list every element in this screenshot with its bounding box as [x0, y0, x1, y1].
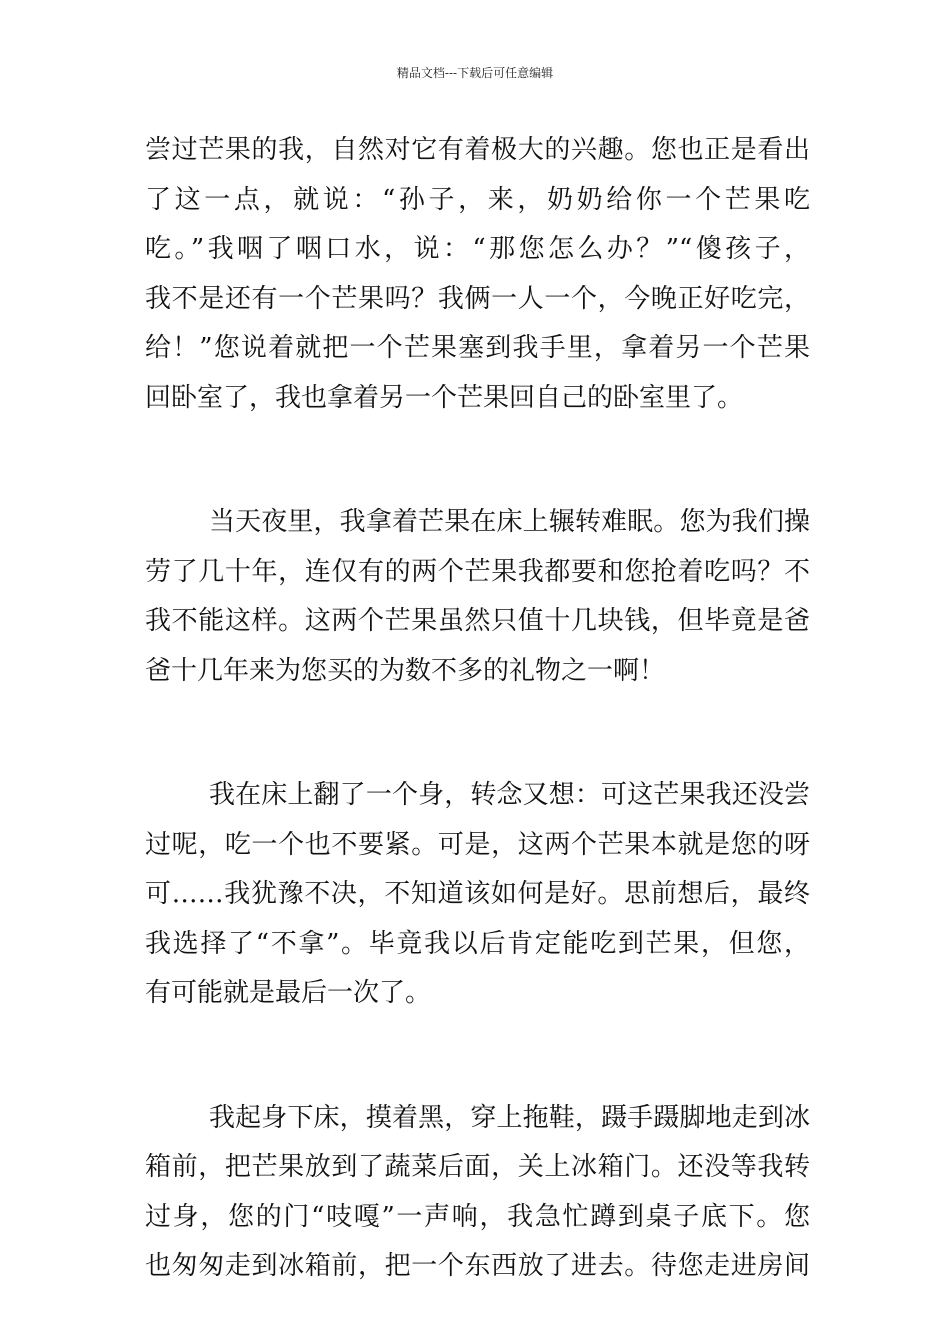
text-line: 也匆匆走到冰箱前，把一个东西放了进去。待您走进房间 [145, 1251, 810, 1281]
text-line: 箱前，把芒果放到了蔬菜后面，关上冰箱门。还没等我转 [145, 1152, 810, 1182]
paragraph-1 [145, 126, 810, 423]
text-line: 我起身下床，摸着黑，穿上拖鞋，蹑手蹑脚地走到冰 [209, 1102, 810, 1133]
text-line: 可……我犹豫不决，不知道该如何是好。思前想后，最终 [145, 879, 810, 909]
text-line: 过身，您的门“吱嘎”一声响，我急忙蹲到桌子底下。您 [145, 1201, 810, 1232]
paragraph-spacer [145, 696, 810, 771]
paragraph-spacer [145, 423, 810, 498]
paragraph-spacer [145, 1019, 810, 1094]
text-line: 劳了几十年，连仅有的两个芒果我都要和您抢着吃吗？不 [145, 556, 810, 587]
text-line: 我不是还有一个芒果吗？我俩一人一个，今晚正好吃完， [145, 283, 810, 314]
paragraph-2 [145, 498, 810, 696]
text-line: 我不能这样。这两个芒果虽然只值十几块钱，但毕竟是爸 [145, 606, 810, 636]
paragraph-4 [145, 1094, 810, 1292]
text-line: 我在床上翻了一个身，转念又想：可这芒果我还没尝 [209, 780, 810, 810]
text-line: 了这一点，就说：“孙子，来，奶奶给你一个芒果吃 [145, 184, 810, 215]
paragraph-3 [145, 771, 810, 1019]
page-header: 精品文档---下载后可任意编辑 [396, 66, 554, 80]
text-line: 给！”您说着就把一个芒果塞到我手里，拿着另一个芒果 [145, 333, 810, 363]
text-line: 有可能就是最后一次了。 [145, 978, 432, 1008]
text-line: 回卧室了，我也拿着另一个芒果回自己的卧室里了。 [145, 382, 744, 413]
text-line: 过呢，吃一个也不要紧。可是，这两个芒果本就是您的呀 [145, 829, 810, 860]
text-line: 吃。”我咽了咽口水，说：“那您怎么办？”“傻孩子， [145, 234, 810, 264]
text-line: 当天夜里，我拿着芒果在床上辗转难眠。您为我们操 [209, 507, 810, 537]
text-line: 我选择了“不拿”。毕竟我以后肯定能吃到芒果，但您， [145, 928, 810, 959]
text-line: 尝过芒果的我，自然对它有着极大的兴趣。您也正是看出 [145, 135, 810, 165]
text-line: 爸十几年来为您买的为数不多的礼物之一啊！ [145, 655, 666, 686]
document-body [145, 126, 810, 1292]
